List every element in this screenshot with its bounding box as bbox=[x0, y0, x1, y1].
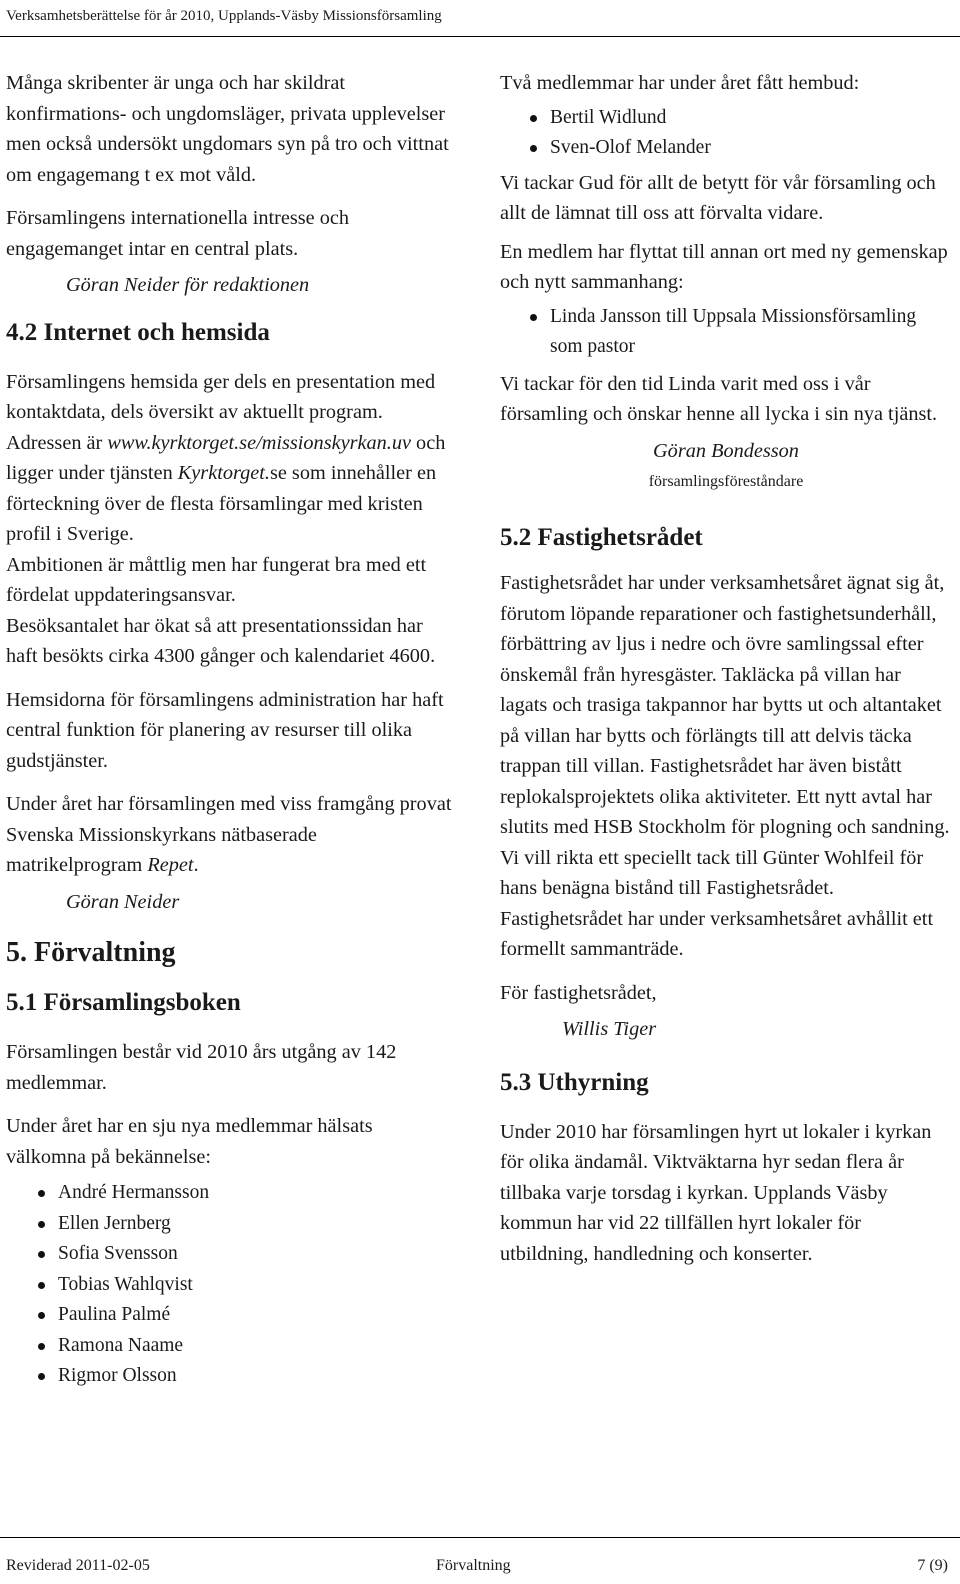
list-item: Ramona Naame bbox=[6, 1331, 456, 1362]
list-item: Bertil Widlund bbox=[500, 103, 952, 134]
section-heading-5-3: 5.3 Uthyrning bbox=[500, 1068, 649, 1096]
paragraph: Besöksantalet har ökat så att presentationssidan har haft besökts cirka 4300 gånger och kalendariet 4600. bbox=[6, 614, 436, 667]
paragraph: Fastighetsrådet har under verksamhetsåret ägnat sig åt, förutom löpande reparationer och fastighetsunderhåll, förbättring av ljus i nedre och övre samlingssal efter önskemål från hyresgäster. Takläcka på villan har lagats och trasiga takpannor har bytts ut och altantaket på villan har bytts och förlängts till att delvis täcka trappan till villan. Fastighetsrådet har även bistått replokalsprojektets olika aktiviteter. Ett nytt avtal har slutits med HSB Stockholm för plogning och sandning. Vi vill rikta ett speciellt tack till Günter Wohlfeil för hans benägna bistånd till Fastighetsrådet. Fastighetsrådet har under verksamhetsåret avhållit ett formellt sammanträde. bbox=[500, 572, 950, 960]
signature: Göran Neider bbox=[66, 890, 180, 913]
section-heading-5-2: 5.2 Fastighetsrådet bbox=[500, 524, 703, 551]
paragraph-website bbox=[6, 367, 456, 550]
hembud-list bbox=[500, 103, 952, 164]
text: och ligger under tjänsten bbox=[6, 431, 446, 484]
paragraph-repet bbox=[6, 789, 456, 881]
list-item: Linda Jansson till Uppsala Missionsförsamling som pastor bbox=[500, 302, 952, 363]
paragraph: Under 2010 har församlingen hyrt ut lokaler i kyrkan för olika ändamål. Viktväktarna hyr sedan flera år tillbaka varje torsdag i kyrkan. Upplands Väsby kommun har vid 22 tillfällen hyrt lokaler för utbildning, handledning och konserter. bbox=[500, 1120, 932, 1265]
paragraph: För fastighetsrådet, bbox=[500, 981, 657, 1004]
paragraph: Församlingen består vid 2010 års utgång av 142 medlemmar. bbox=[6, 1041, 397, 1094]
text: Under året har församlingen med viss framgång provat Svenska Missionskyrkans nätbaserade matrikelprogram bbox=[6, 793, 452, 876]
page-header bbox=[0, 0, 960, 32]
new-members-list bbox=[6, 1178, 456, 1392]
paragraph: Ambitionen är måttlig men har fungerat bra med ett fördelat uppdateringsansvar. bbox=[6, 553, 427, 606]
section-heading-5: 5. Förvaltning bbox=[6, 937, 176, 968]
website-url: www.kyrktorget.se/missionskyrkan.uv bbox=[107, 431, 411, 454]
section-heading-5-1: 5.1 Församlingsboken bbox=[6, 989, 241, 1016]
list-item: Paulina Palmé bbox=[6, 1300, 456, 1331]
list-item: Ellen Jernberg bbox=[6, 1209, 456, 1240]
header-divider bbox=[0, 36, 960, 37]
paragraph: Vi tackar för den tid Linda varit med oss i vår församling och önskar henne all lycka i sin nya tjänst. bbox=[500, 372, 938, 425]
list-item: Tobias Wahlqvist bbox=[6, 1270, 456, 1301]
paragraph: Två medlemmar har under året fått hembud: bbox=[500, 72, 860, 94]
moved-list bbox=[500, 302, 952, 363]
paragraph: Under året har en sju nya medlemmar hälsats välkomna på bekännelse: bbox=[6, 1115, 373, 1168]
right-column bbox=[500, 68, 952, 1282]
program-name: Repet bbox=[147, 854, 194, 876]
header-title: Verksamhetsberättelse för år 2010, Upplands-Väsby Missionsförsamling bbox=[6, 8, 442, 24]
section-heading-4-2: 4.2 Internet och hemsida bbox=[6, 318, 270, 346]
paragraph: Hemsidorna för församlingens administration har haft central funktion för planering av resurser till olika gudstjänster. bbox=[6, 688, 444, 772]
paragraph: Många skribenter är unga och har skildrat konfirmations- och ungdomsläger, privata upplevelser men också undersökt ungdomars syn på tro och vittnat om engagemang t ex mot våld. bbox=[6, 72, 449, 186]
text: . bbox=[193, 854, 199, 876]
footer-divider bbox=[0, 1537, 960, 1538]
text: se som innehåller en förteckning över de flesta församlingar med kristen profil i Sverige. bbox=[6, 462, 437, 545]
list-item: Sofia Svensson bbox=[6, 1239, 456, 1270]
left-column bbox=[6, 68, 456, 1405]
list-item: André Hermansson bbox=[6, 1178, 456, 1209]
signature: Willis Tiger bbox=[562, 1018, 657, 1040]
list-item: Sven-Olof Melander bbox=[500, 133, 952, 164]
paragraph: Vi tackar Gud för allt de betytt för vår församling och allt de lämnat till oss att förvalta vidare. bbox=[500, 171, 936, 224]
page-number: 7 (9) bbox=[917, 1557, 948, 1574]
signature: Göran Bondesson bbox=[653, 439, 799, 462]
footer-section: Förvaltning bbox=[436, 1557, 511, 1574]
revision-date: Reviderad 2011-02-05 bbox=[6, 1557, 150, 1574]
kyrktorget-name: Kyrktorget. bbox=[177, 462, 270, 484]
signature-role: församlingsföreståndare bbox=[648, 473, 804, 490]
paragraph: En medlem har flyttat till annan ort med ny gemenskap och nytt sammanhang: bbox=[500, 240, 948, 293]
paragraph: Församlingens internationella intresse och engagemanget intar en central plats. bbox=[6, 207, 350, 260]
signature: Göran Neider för redaktionen bbox=[66, 274, 310, 296]
text: Församlingens hemsida ger dels en presentation med kontaktdata, dels översikt av aktuellt program. Adressen är bbox=[6, 370, 436, 454]
list-item: Rigmor Olsson bbox=[6, 1361, 456, 1392]
